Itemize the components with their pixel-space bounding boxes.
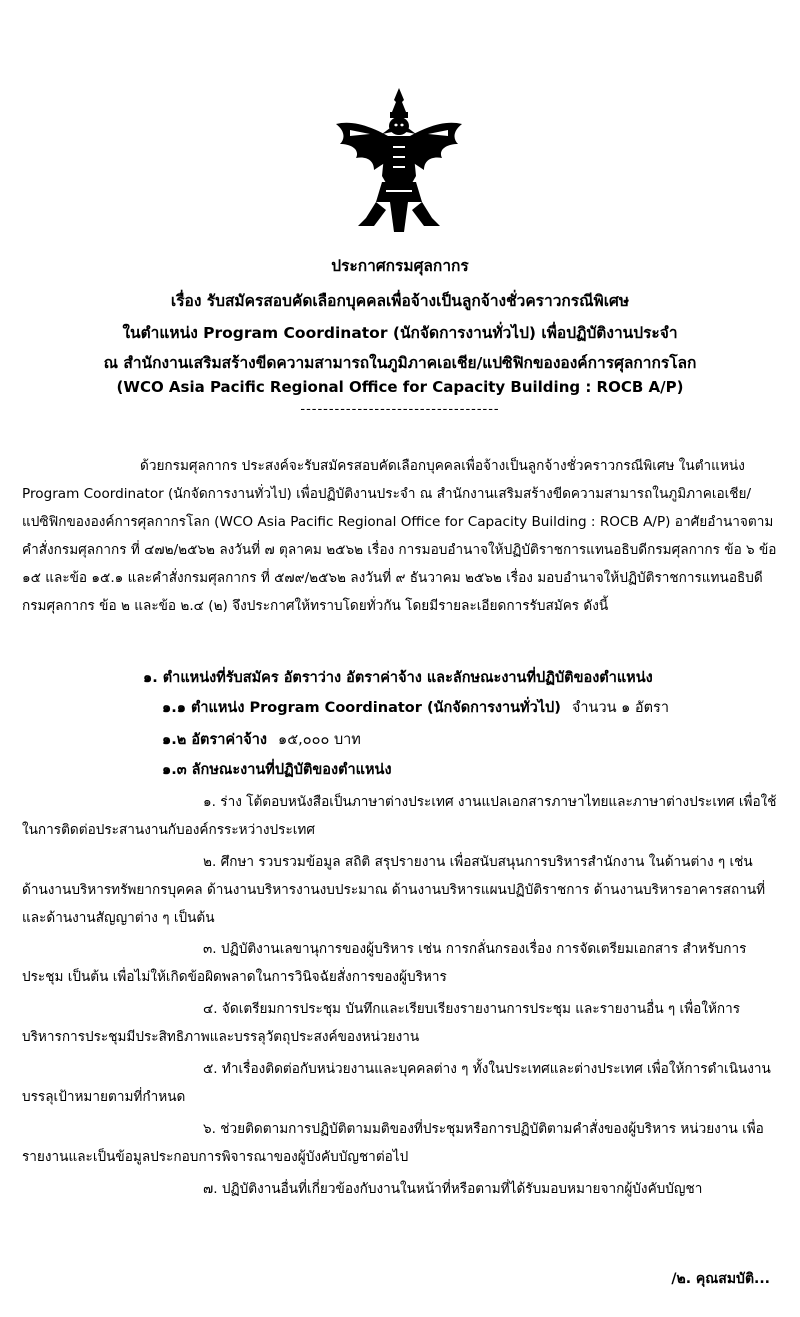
duty-text-1: ๑. ร่าง โต้ตอบหนังสือเป็นภาษาต่างประเทศ งานแปลเอกสารภาษาไทยและภาษาต่างประเทศ เพื่อใช้ในการติดต่อประสานงานกับองค์กรระหว่างประเทศ	[22, 794, 777, 838]
duty-text-7: ๗. ปฏิบัติงานอื่นที่เกี่ยวข้องกับงานในหน้าที่หรือตามที่ได้รับมอบหมายจากผู้บังคับบัญชา	[203, 1181, 703, 1197]
divider: -----------------------------------	[300, 402, 500, 417]
duty-item	[22, 848, 778, 932]
intro-text: ด้วยกรมศุลกากร ประสงค์จะรับสมัครสอบคัดเลือกบุคคลเพื่อจ้างเป็นลูกจ้างชั่วคราวกรณีพิเศษ ในตำแหน่ง Program Coordinator (นักจัดการงานทั่วไป) เพื่อปฏิบัติงานประจำ ณ สำนักงานเสริมสร้างขีดความสามารถในภูมิภาคเอเชีย/แปซิฟิกขององค์การศุลกากรโลก (WCO Asia Pacific Regional Office for Capacity Building : ROCB A/P) อาศัยอำนาจตามคำสั่งกรมศุลกากร ที่ ๔๗๒/๒๕๖๒ ลงวันที่ ๗ ตุลาคม ๒๕๖๒ เรื่อง การมอบอำนาจให้ปฏิบัติราชการแทนอธิบดีกรมศุลกากร ข้อ ๖ ข้อ ๑๕ และข้อ ๑๕.๑ และคำสั่งกรมศุลกากร ที่ ๕๗๙/๒๕๖๒ ลงวันที่ ๙ ธันวาคม ๒๕๖๒ เรื่อง มอบอำนาจให้ปฏิบัติราชการแทนอธิบดีกรมศุลกากร ข้อ ๒ และข้อ ๒.๔ (๒) จึงประกาศให้ทราบโดยทั่วกัน โดยมีรายละเอียดการรับสมัคร ดังนี้	[22, 458, 777, 614]
office-line: ณ สำนักงานเสริมสร้างขีดความสามารถในภูมิภาคเอเชีย/แปซิฟิกขององค์การศุลกากรโลก	[103, 354, 697, 372]
duty-item	[22, 1055, 778, 1111]
duty-text-4: ๔. จัดเตรียมการประชุม บันทึกและเรียบเรียงรายงานการประชุม และรายงานอื่น ๆ เพื่อให้การบริหารการประชุมมีประสิทธิภาพและบรรลุวัตถุประสงค์ของหน่วยงาน	[22, 1001, 741, 1045]
section-1-title: ๑. ตำแหน่งที่รับสมัคร อัตราว่าง อัตราค่าจ้าง และลักษณะงานที่ปฏิบัติของตำแหน่ง	[143, 670, 653, 686]
agency-title: ประกาศกรมศุลกากร	[331, 257, 469, 275]
duty-item	[22, 995, 778, 1051]
duty-item	[22, 1175, 778, 1203]
section-1-2	[162, 728, 361, 751]
intro-paragraph	[22, 452, 778, 620]
duty-text-3: ๓. ปฏิบัติงานเลขานุการของผู้บริหาร เช่น การกลั่นกรองเรื่อง การจัดเตรียมเอกสาร สำหรับการประชุม เป็นต้น เพื่อไม่ให้เกิดข้อผิดพลาดในการวินิจฉัยสั่งการของผู้บริหาร	[22, 941, 747, 985]
section-1-3-title: ๑.๓ ลักษณะงานที่ปฏิบัติของตำแหน่ง	[162, 762, 392, 778]
garuda-emblem-icon	[330, 86, 468, 236]
duty-item	[22, 1115, 778, 1171]
office-english-line: (WCO Asia Pacific Regional Office for Capacity Building : ROCB A/P)	[116, 378, 684, 396]
section-1-1-position: ๑.๑ ตำแหน่ง Program Coordinator (นักจัดการงานทั่วไป)	[162, 700, 561, 716]
subject-line: เรื่อง รับสมัครสอบคัดเลือกบุคคลเพื่อจ้างเป็นลูกจ้างชั่วคราวกรณีพิเศษ	[170, 292, 630, 310]
duty-text-6: ๖. ช่วยติดตามการปฏิบัติตามมติของที่ประชุมหรือการปฏิบัติตามคำสั่งของผู้บริหาร หน่วยงาน เพื่อรายงานและเป็นข้อมูลประกอบการพิจารณาของผู้บังคับบัญชาต่อไป	[22, 1121, 764, 1165]
continuation-marker: /๒. คุณสมบัติ...	[671, 1271, 770, 1287]
duty-text-2: ๒. ศึกษา รวบรวมข้อมูล สถิติ สรุปรายงาน เพื่อสนับสนุนการบริหารสำนักงาน ในด้านต่าง ๆ เช่น ด้านงานบริหารทรัพยากรบุคคล ด้านงานบริหารงานงบประมาณ ด้านงานบริหารแผนปฏิบัติราชการ ด้านงานบริหารอาคารสถานที่ และด้านงานสัญญาต่าง ๆ เป็นต้น	[22, 854, 766, 926]
section-1-1-count: จำนวน ๑ อัตรา	[571, 700, 669, 716]
section-1-1	[162, 696, 669, 719]
position-line: ในตำแหน่ง Program Coordinator (นักจัดการงานทั่วไป) เพื่อปฏิบัติงานประจำ	[122, 324, 678, 342]
section-1-2-value: ๑๕,๐๐๐ บาท	[278, 732, 361, 748]
duty-text-5: ๕. ทำเรื่องติดต่อกับหน่วยงานและบุคคลต่าง ๆ ทั้งในประเทศและต่างประเทศ เพื่อให้การดำเนินงานบรรลุเป้าหมายตามที่กำหนด	[22, 1061, 771, 1105]
duty-item	[22, 788, 778, 844]
duty-item	[22, 935, 778, 991]
section-1-2-label: ๑.๒ อัตราค่าจ้าง	[162, 732, 267, 748]
